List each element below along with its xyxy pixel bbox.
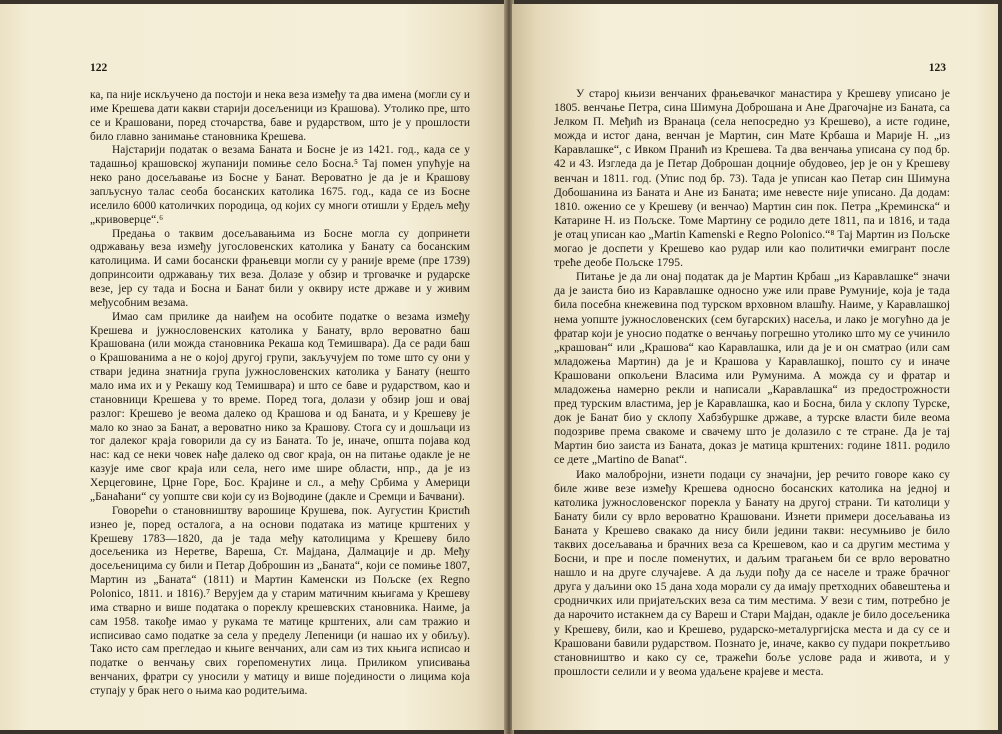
paragraph: Говорећи о становништву варошице Крушева, пок. Аугустин Кристић изнео је, поред осталога, а на основи података из матице крштених у Крешеву 1783—1820, да је тада међу католицима у Крешеву било досељеника из Неретве, Вареша, Ст. Мајдана, Далмације и др. Међу досељеницима су били и Петар Доброшин из „Баната“, који се помиње 1807, Мартин из „Баната“ (1811) и Мартин Каменски из Пољске (ex Regno Polonico, 1811. и 1816).⁷ Верујем да у старим матичним књигама у Крешеву има стварно и више података о пореклу крешевских становника. Наиме, ја сам 1958. такође имао у рукама те матице крштених, али сам тражио и исписивао само податке за села у пределу Лепеници (и нашао их у обиљу). Тако исто сам прегледао и књиге венчаних, али сам из тих књига исписао и податке о венчању свих горепоменутих лица. Приликом уписивања венчаних, фратри су уносили у матицу и више појединости о лицима која ступају у брак него о њима као родитељима.: [90, 504, 470, 697]
page-number-left: 122: [90, 62, 108, 74]
paragraph: ка, па није искључено да постоји и нека веза између та два имена (могли су и име Крешева дати какви старији досељеници из Крашова). Утолико пре, што се и Крашовани, поред сточарства, баве и рударством, што је у прошлости било главно занимање становника Крешева.: [90, 89, 470, 143]
page-number-right: 123: [928, 62, 946, 74]
right-page: [512, 4, 998, 730]
paragraph: Иако малобројни, изнети подаци су значајни, јер речито говоре како су биле живе везе између Крешева односно босанских католика на једној и католика јужнословенског порекла у Банату на другој страни. Ти католици у Банату били су врло вероватно Крашовани. Изнети примери досељавања из Баната у Крешево свакако да нису били једини такви: несумњиво је било таквих досељавања и брачних веза са Крешевом, као и са другим местима у Босни, и пре и после поменутих, и даљим трагањем би се врло вероватно нашло и на друге случајеве. А да људи пођу да се населе и траже брачног друга у даљини око 15 дана хода морали су да имају претходних обавештења и сродничких или пријатељских веза са тим местима. У вези с тим, потребно је да нарочито истакнем да су Вареш и Стари Мајдан, одакле је било досељеника у Крешеву, били, као и Крешево, рударско-металургијска места и да су се и Крашовани бавили рударством. Познато је, иначе, какво су пудари покретљиво становништво и како су се, тражећи боље услове рада и живота, и у прошлости селили и у веома удаљене крајеве и места.: [554, 467, 950, 678]
left-page: [0, 4, 506, 730]
paragraph: Најстарији податак о везама Баната и Босне је из 1421. год., када се у тадашњој крашовској жупанији помиње село Босна.⁵ Тај помен упућује на неко рано досељавање из Босне у Банат. Вероватно је да је и Крашову запљуснуо талас сеоба босанских католика 1675. год., када се из Босне иселило 6000 католичких породица, од којих су многи отишли у Ердељ међу „кривоверце“.⁶: [90, 144, 470, 226]
paragraph: Предања о таквим досељавањима из Босне могла су допринети одржавању веза између југословенских католика у Банату са босанским католицима. И сами босански фрањевци могли су у раније време (пре 1739) допринсоити одржавању тих веза. Долазе у обзир и трговачке и рударске везе, јер су тада и Босна и Банат били у оквиру исте државе и у живим међусобним везама.: [90, 227, 470, 309]
paragraph: Питање је да ли онај податак да је Мартин Крбаш „из Каравлашке“ значи да је заиста био из Каравлашке односно уже или праве Румуније, која је тада била посебна кнежевина под турском врховном влашћу. Наиме, у Каравлашкој нема уопште јужнословенских (сем бугарских) насеља, и лако је могућно да је фратар који је уносио податке о венчању погрешно утолико што му се учинило „крашован“ или „Крашова“ као Каравлашка, или да је и он сматрао (или сам младожења Мартин) да је и Крашова у Каравлашкој, пошто су и иначе Крашовани опкољени Власима или Румунима. А можда су и фратар и младожења намерно рекли и написали „Каравлашка“ из предострожности пред турским властима, јер је Каравлашка, као и Босна, била у склопу Турске, док је Банат био у склопу Хабзбуршке државе, а турске власти биле веома подозриве према свакоме и свачему што је долазило с те стране. Да је тај Мартин био заиста из Баната, доказ је матица крштених: године 1811. родило се дете „Martino de Banat“.: [554, 270, 950, 467]
paragraph: У старој књизи венчаних фрањевачког манастира у Крешеву уписано је 1805. венчање Петра, сина Шимуна Доброшана и Ане Драгочајне из Баната, са Јелком П. Међић из Вранаца (села непосредно уз Крешево), а исте године, можда и истог дана, венчан је Мартин, син Мате Крбаша и Марије Н. „из Каравлашке“, с Ивком Пранић из Крешева. Та два венчања уписана су под бр. 42 и 43. Изгледа да је Петар Доброшан доцније обудовео, јер је он у Крешеву венчан и 1811. год. (Упис под бр. 73). Тада је уписан као Петар син Шимуна Добошанина из Баната и Ане из Баната; име невесте није уписано. Да додам: 1810. оженио се у Крешеву (и венчао) Мартин син пок. Петра „Креминска“ и Катарине Н. из Пољске. Томе Мартину се родило дете 1811, па и 1816, и тада је отац уписан као „Martin Kamenski e Regno Polonico.“⁸ Тај Мартин из Пољске могао је доспети у Крешево као рудар или као политички емигрант после треће деобе Пољске 1795.: [554, 87, 950, 270]
right-page-text: [554, 87, 950, 679]
left-page-text: [90, 89, 470, 699]
paragraph: Имао сам прилике да наиђем на особите податке о везама између Крешева и јужнословенских католика у Банату, врло вероватно баш Крашована (или можда становника Рекаша код Темишвара). Да се ради баш о Крашованима а не о којој другој групи, закључујем по томе што су они у ствари једина знатнија група јужнословенских католика у Банату (нешто мало има их и у Рекашу код Темишвара) и што се баве и рударством, као и становници Крешева у то време. Поред тога, долази у обзир још и овај разлог: Крешево је веома далеко од Крашова и од Баната, и у Крешеву је мало ко знао за Банат, а вероватно нико за Крашову. Стога су и дошљаци из тог далеког краја говорили да су из Баната. То је, иначе, општа појава код нас: кад се неки човек нађе далеко од свог краја, он на питање одакле је не казује име свог краја или села, него име шире области, нпр., да је из Херцеговине, Црне Горе, Бос. Крајине и сл., а међу Србима у Америци „Банаћани“ су уопште сви који су из Војводине (дакле и Сремци и Бачвани).: [90, 310, 470, 503]
